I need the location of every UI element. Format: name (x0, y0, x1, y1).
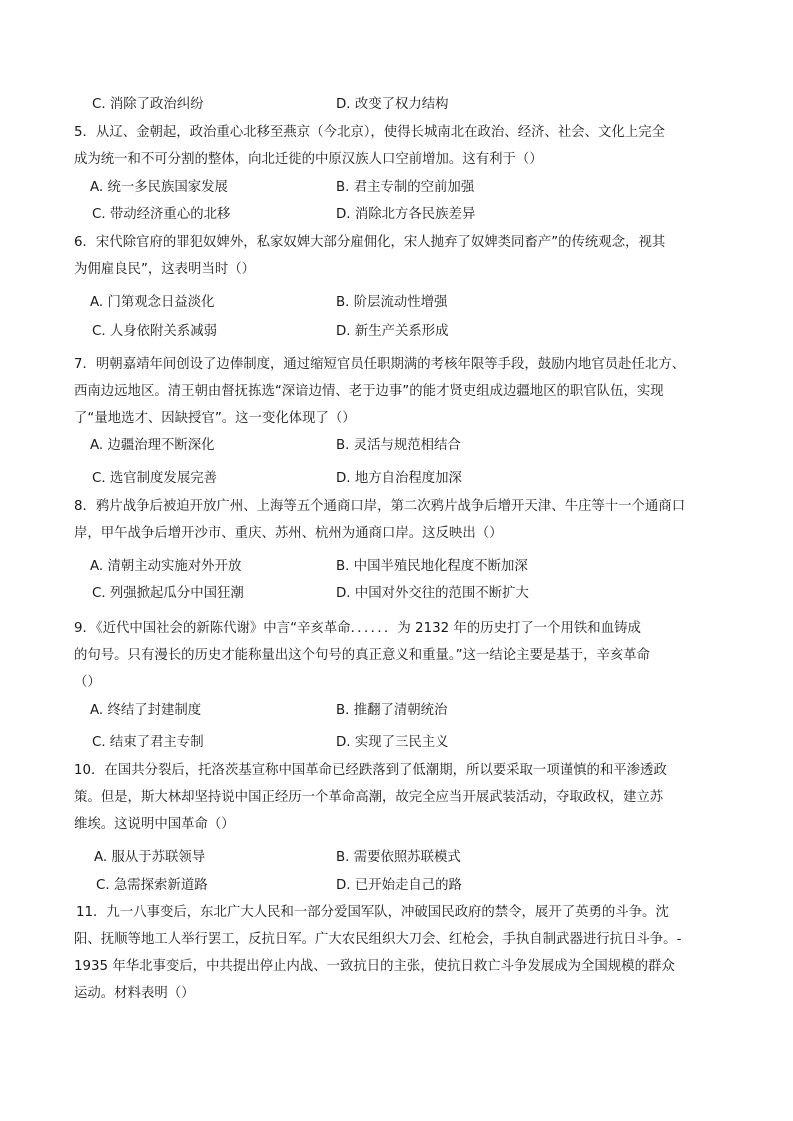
question-7-line-3: 了“量地选才、因缺授官”。这一变化体现了（） (74, 411, 356, 426)
question-10-line-1: 10．在国共分裂后，托洛茨基宣称中国革命已经跌落到了低潮期，所以要采取一项谨慎的和平渗透政 (74, 763, 667, 778)
question-5-option-d: D. 消除北方各民族差异 (336, 207, 476, 222)
question-10-option-d: D. 已开始走自己的路 (336, 878, 462, 893)
question-7-line-2: 西南边远地区。清王朝由督抚拣选“深谙边情、老于边事”的能才贤吏组成边疆地区的职官队伍，实现 (74, 384, 664, 399)
question-9-option-d: D. 实现了三民主义 (336, 735, 449, 750)
question-7-option-d: D. 地方自治程度加深 (336, 471, 462, 486)
question-10-option-b: B. 需要依照苏联模式 (336, 850, 461, 865)
question-6-option-c: C. 人身依附关系减弱 (92, 324, 217, 339)
question-6-line-1: 6．宋代除官府的罪犯奴婢外，私家奴婢大部分雇佣化，宋人抛弃了奴婢类同畜产”的传统观念，视其 (74, 235, 666, 250)
question-9-option-a: A. 终结了封建制度 (90, 703, 202, 718)
question-8-option-a: A. 清朝主动实施对外开放 (90, 559, 242, 574)
question-10-line-3: 维埃。这说明中国革命（） (74, 817, 235, 832)
prev-option-d: D. 改变了权力结构 (336, 97, 449, 112)
question-11-line-3: 1935 年华北事变后，中共提出停止内战、一致抗日的主张，使抗日救亡斗争发展成为全国规模的群众 (74, 959, 675, 974)
question-7-option-c: C. 选官制度发展完善 (92, 471, 217, 486)
question-10-option-c: C. 急需探索新道路 (96, 878, 208, 893)
prev-option-c: C. 消除了政治纠纷 (92, 97, 204, 112)
question-5-option-a: A. 统一多民族国家发展 (90, 180, 228, 195)
question-11-line-4: 运动。材料表明（） (74, 986, 195, 1001)
question-8-option-d: D. 中国对外交往的范围不断扩大 (336, 586, 529, 601)
question-8-option-b: B. 中国半殖民地化程度不断加深 (336, 559, 528, 574)
question-11-line-1: 11．九一八事变后，东北广大人民和一部分爱国军队，冲破国民政府的禁令，展开了英勇的斗争。沈 (76, 905, 669, 920)
question-8-option-c: C. 列强掀起瓜分中国狂潮 (92, 586, 244, 601)
question-10-line-2: 策。但是，斯大林却坚持说中国正经历一个革命高潮，故完全应当开展武装活动，夺取政权，建立苏 (74, 790, 664, 805)
question-7-line-1: 7．明朝嘉靖年间创设了边俸制度，通过缩短官员任职期满的考核年限等手段，鼓励内地官员赴任北方、 (74, 357, 686, 372)
question-7-option-b: B. 灵活与规范相结合 (336, 438, 461, 453)
question-6-option-b: B. 阶层流动性增强 (336, 295, 448, 310)
question-11-line-2: 阳、抚顺等地工人举行罢工，反抗日军。广大农民组织大刀会、红枪会，手执自制武器进行抗日斗争。- (74, 932, 682, 947)
question-9-option-b: B. 推翻了清朝统治 (336, 703, 448, 718)
question-6-option-d: D. 新生产关系形成 (336, 324, 449, 339)
question-10-option-a: A. 服从于苏联领导 (94, 850, 206, 865)
question-9-line-1: 9．《近代中国社会的新陈代谢》中言“辛亥革命．．．．．．为 2132 年的历史打了一个用铁和血铸成 (74, 621, 641, 636)
question-5-line-2: 成为统一和不可分割的整体，向北迁徙的中原汉族人口空前增加。这有利于（） (74, 152, 543, 167)
question-6-line-2: 为佣雇良民”，这表明当时（） (74, 262, 256, 277)
question-5-option-c: C. 带动经济重心的北移 (92, 207, 231, 222)
question-9-option-c: C. 结束了君主专制 (92, 735, 204, 750)
question-9-line-3: （） (74, 675, 101, 690)
question-9-line-2: 的句号。只有漫长的历史才能称量出这个句号的真正意义和重量。”这一结论主要是基于，辛亥革命 (74, 648, 651, 663)
question-7-option-a: A. 边疆治理不断深化 (90, 438, 215, 453)
question-6-option-a: A. 门第观念日益淡化 (90, 295, 215, 310)
question-5-option-b: B. 君主专制的空前加强 (336, 180, 475, 195)
question-8-line-1: 8．鸦片战争后被迫开放广州、上海等五个通商口岸，第二次鸦片战争后增开天津、牛庄等十一个通商口 (74, 499, 686, 514)
question-8-line-2: 岸，甲午战争后增开沙市、重庆、苏州、杭州为通商口岸。这反映出（） (74, 526, 503, 541)
question-5-line-1: 5．从辽、金朝起，政治重心北移至燕京（今北京），使得长城南北在政治、经济、社会、文化上完全 (74, 125, 666, 140)
